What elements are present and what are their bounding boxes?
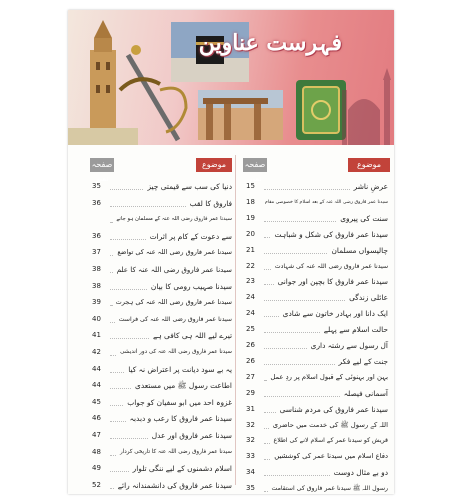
toc-entry [240, 403, 388, 416]
toc-entry-title: سنت کی پیروی [340, 213, 388, 223]
dotted-leader [264, 396, 340, 397]
toc-entry [240, 371, 388, 384]
toc-page-number: 47 [92, 431, 101, 439]
toc-page-number: 44 [92, 381, 101, 390]
toc-entry-title: سیدنا عمر فاروق رضی اللہ عنہ کا تاریخی کردار [119, 448, 232, 455]
dotted-leader [264, 380, 266, 381]
toc-entry-title: عائلی زندگی [349, 293, 388, 303]
toc-entry-title: دو بے مثال دوست [333, 468, 388, 478]
dotted-leader [110, 189, 143, 190]
right-topics-header: موضوع [348, 158, 390, 172]
toc-page-number: 46 [92, 414, 101, 423]
dotted-leader [110, 239, 146, 240]
toc-entry-title: سیدنا عمر فاروق رضی اللہ عنہ کی شہادت [274, 262, 388, 270]
toc-entry-title: تیرے لیے اللہ ہی کافی ہے [153, 331, 232, 341]
toc-page-number: 21 [246, 245, 255, 254]
toc-page-number: 24 [246, 293, 255, 302]
toc-page-number: 19 [246, 213, 255, 222]
toc-page-number: 36 [92, 198, 101, 207]
dotted-leader [264, 269, 271, 270]
dotted-leader [264, 332, 320, 333]
dotted-leader [110, 289, 147, 290]
toc-entry [86, 479, 232, 492]
toc-page-number: 22 [246, 261, 255, 270]
dotted-leader [110, 222, 112, 223]
toc-page-number: 38 [92, 265, 101, 273]
ruins-photo [198, 90, 283, 140]
mosque-silhouette [342, 68, 391, 145]
dotted-leader [110, 206, 186, 207]
toc-entry [86, 213, 232, 226]
toc-entry [240, 196, 388, 209]
toc-page-number: 20 [246, 229, 255, 238]
dotted-leader [264, 459, 270, 460]
toc-page-number: 39 [92, 298, 101, 307]
toc-entry-title: دفاع اسلام میں سیدنا عمر کی کوششیں [274, 452, 388, 461]
toc-page-number: 29 [246, 388, 255, 397]
toc-entry [240, 482, 388, 494]
toc-page-number: 26 [246, 341, 255, 349]
toc-page-number: 24 [246, 309, 255, 318]
toc-page-number: 38 [92, 281, 101, 290]
toc-entry-title: سیدنا عمر فاروق رضی اللہ عنہ کی دور اندیشی [120, 349, 232, 355]
toc-page-number: 32 [246, 436, 255, 445]
toc-page-number: 35 [246, 484, 255, 493]
toc-entry-title: سیدنا عمر فاروق اور عدل [151, 431, 232, 440]
toc-entry [86, 313, 232, 326]
toc-page-number: 37 [92, 248, 101, 257]
toc-entry [240, 434, 388, 447]
toc-entry [240, 339, 388, 352]
dotted-leader [264, 253, 327, 254]
toc-entry [240, 307, 388, 320]
toc-page-number: 49 [92, 464, 101, 473]
toc-entry [240, 244, 388, 257]
toc-entry [240, 355, 388, 368]
column-divider [235, 155, 236, 485]
dotted-leader [264, 316, 279, 317]
dotted-leader [110, 338, 149, 339]
toc-entry [240, 275, 388, 288]
toc-entry-title: اللہ کے رسول ﷺ کی خدمت میں حاضری [272, 420, 388, 429]
toc-entry [86, 329, 232, 342]
header-banner [68, 10, 394, 145]
toc-entry [86, 197, 232, 210]
dotted-leader [264, 221, 336, 222]
toc-entry-title: حالت اسلام سے پہلے [323, 325, 388, 335]
dotted-leader [110, 255, 113, 256]
toc-entry [86, 230, 232, 243]
toc-page-number: 15 [246, 182, 255, 190]
toc-entry-title: آل رسول سے رشتہ داری [310, 341, 388, 350]
toc-page-number: 42 [92, 348, 101, 356]
toc-page-number: 35 [92, 182, 101, 190]
dotted-leader [264, 348, 307, 349]
dotted-leader [264, 237, 270, 238]
toc-page-number: 18 [246, 197, 255, 206]
toc-entry-title: ایک دانا اور بہادر خاتون سے شادی [282, 309, 388, 319]
toc-entry-title: دنیا کی سب سے قیمتی چیز [147, 182, 232, 191]
toc-page-number: 34 [246, 468, 255, 477]
toc-entry-title: سیدنا عمر فاروق رضی اللہ عنہ کی فراست [118, 315, 232, 323]
toc-entry-title: سے دعوت کے کام پر اثرات [149, 231, 232, 241]
toc-page-number: 40 [92, 314, 101, 323]
quran-illustration [296, 80, 346, 140]
toc-entry [86, 263, 232, 276]
dotted-leader [110, 471, 129, 472]
toc-entry [86, 429, 232, 442]
dotted-leader [264, 284, 274, 285]
dotted-leader [110, 455, 116, 456]
dotted-leader [264, 189, 350, 190]
toc-page-number: 48 [92, 447, 101, 456]
toc-entry [240, 212, 388, 225]
toc-entry-title: بہن اور بہنوئی کے قبول اسلام پر ردِ عمل [270, 372, 388, 381]
toc-entry [240, 466, 388, 479]
dotted-leader [264, 475, 330, 476]
dotted-leader [110, 388, 131, 389]
toc-entry-title: غزوہ احد میں ابو سفیان کو جواب [127, 397, 232, 407]
toc-page-number: 52 [92, 480, 101, 489]
dotted-leader [264, 428, 269, 429]
toc-entry [240, 323, 388, 336]
dotted-leader [110, 305, 112, 306]
dotted-leader [110, 421, 126, 422]
left-topics-header: موضوع [196, 158, 232, 172]
toc-entry-title: سیدنا عمر فاروق رضی اللہ عنہ کی ہجرت [115, 298, 232, 307]
toc-entry-title: رسول اللہ ﷺ سیدنا عمر فاروق کی استقامت [271, 485, 388, 493]
dotted-leader [264, 412, 276, 413]
toc-entry [86, 462, 232, 475]
toc-page-number: 32 [246, 420, 255, 429]
toc-entry [86, 180, 232, 193]
dotted-leader [110, 322, 115, 323]
toc-page-number: 26 [246, 356, 255, 365]
toc-entry-title: آسمانی فیصلہ [343, 388, 388, 398]
toc-entry [86, 412, 232, 425]
dotted-leader [110, 272, 113, 273]
dotted-leader [110, 405, 123, 406]
dotted-leader [110, 372, 124, 373]
toc-entry-title: سیدنا عمر فاروق کی دانشمندانہ رائے [117, 480, 232, 490]
page-title: فہرست عناوین [198, 30, 342, 56]
toc-entry-title: اسلام دشمنوں کے لیے ننگی تلوار [132, 464, 232, 474]
toc-page-number: 45 [92, 397, 101, 406]
toc-entry [86, 296, 232, 309]
toc-entry-title: سیدنا عمر فاروق کا بچپن اور جوانی [277, 277, 388, 287]
toc-entry [86, 396, 232, 409]
toc-entry [240, 291, 388, 304]
toc-entry [240, 419, 388, 432]
toc-entry [240, 228, 388, 241]
toc-entry-title: قریش کو سیدنا عمر کے اسلام لانے کی اطلاع [273, 437, 388, 445]
toc-page-number: 41 [92, 331, 101, 340]
toc-entry-title: سیدنا عمر فاروق کا رعب و دبدبہ [129, 414, 232, 424]
dotted-leader [110, 438, 148, 439]
left-pages-header: صفحہ نمبر [91, 160, 113, 183]
toc-entry [240, 180, 388, 193]
toc-entry [240, 450, 388, 463]
toc-entry-title: چالیسواں مسلمان [331, 245, 388, 255]
toc-page-number: 36 [92, 231, 101, 240]
toc-entry-title: سیدنا عمر فاروق رضی اللہ عنہ کی تواضع [117, 248, 232, 257]
toc-page-number: 25 [246, 325, 255, 334]
toc-entry-title: جنت کے لیے فکر [338, 356, 388, 366]
toc-entry [86, 379, 232, 392]
toc-entry-title: سیدنا عمر فاروق کی شکل و شباہت [274, 229, 388, 239]
dotted-leader [110, 488, 114, 489]
toc-entry [240, 387, 388, 400]
toc-entry-title: یہ بے سود دیانت پر اعتراض نہ کیا [128, 364, 232, 374]
toc-entry-title: سیدنا صہیب رومی کا بیان [150, 281, 232, 291]
right-pages-header: صفحہ نمبر [244, 160, 266, 183]
toc-entry [86, 446, 232, 459]
toc-page-number: 31 [246, 404, 255, 413]
toc-page-number: 27 [246, 372, 255, 381]
toc-entry [86, 280, 232, 293]
dotted-leader [264, 443, 270, 444]
toc-entry [86, 363, 232, 376]
toc-entry-title: سیدنا عمر فاروق رضی اللہ عنہ کے بعد اسلام کا خصوصی مقام [264, 199, 388, 205]
toc-page-number: 33 [246, 452, 255, 461]
dotted-leader [110, 355, 116, 356]
book-page [68, 10, 394, 494]
toc-entry [86, 346, 232, 359]
toc-page-number: 44 [92, 364, 101, 373]
toc-entry-title: عرضِ ناشر [353, 182, 388, 191]
dotted-leader [264, 491, 268, 492]
toc-entry-title: فاروق کا لقب [189, 198, 232, 208]
toc-entry-title: اطاعت رسول ﷺ میں مستعدی [135, 381, 232, 391]
toc-entry [86, 246, 232, 259]
dotted-leader [264, 364, 335, 365]
toc-entry [240, 260, 388, 273]
toc-entry-title: سیدنا عمر فاروق رضی اللہ عنہ کا علم [116, 265, 232, 274]
toc-entry-title: سیدنا عمر فاروق کی مردم شناسی [279, 404, 388, 414]
toc-entry-title: سیدنا عمر فاروق رضی اللہ عنہ کے مسلمان ہو جانے [116, 216, 232, 223]
toc-page-number: 23 [246, 277, 255, 286]
dotted-leader [264, 300, 345, 301]
